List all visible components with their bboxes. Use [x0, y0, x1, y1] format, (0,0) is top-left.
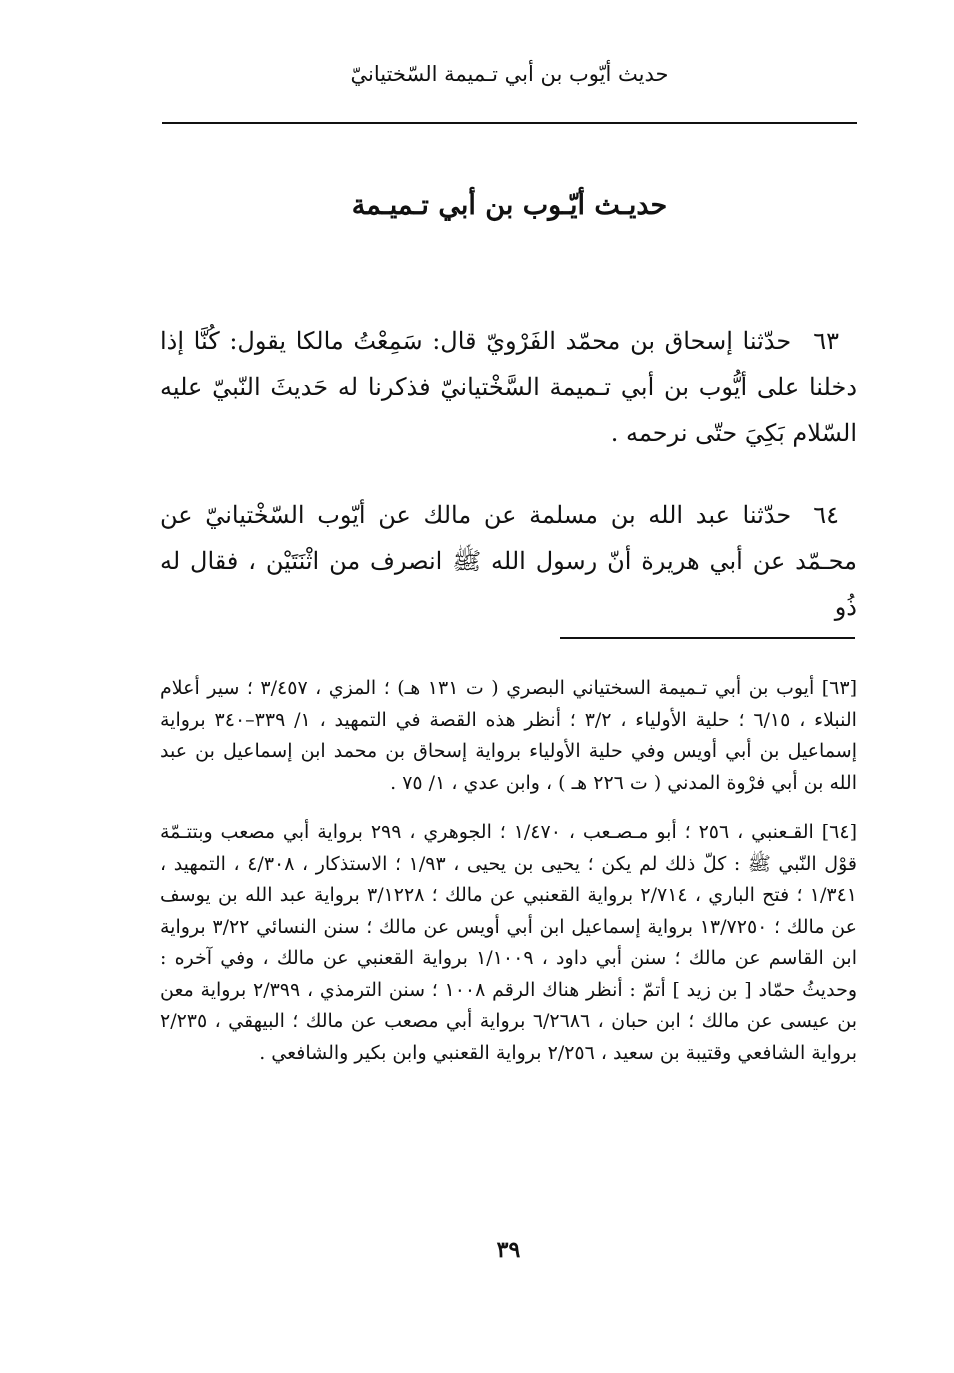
- chapter-title: حديـث أيّـوب بن أبي تـميـمة: [351, 190, 668, 221]
- running-header: حديث أيّوب بن أبي تـميمة السّختيانيّ: [350, 62, 669, 86]
- footnote-63: [160, 673, 857, 799]
- footnote-text: أيوب بن أبي تـميمة السختياني البصري ( ت ١٣١ هـ) ؛ المزي ، ٣/٤٥٧ ؛ سير أعلام النبلاء ، ٦/١٥ ؛ حلية الأولياء ، ٣/٢ ؛ أنظر هذه القصة في التمهيد ، ١/ ٣٣٩–٣٤٠ برواية إسماعيل بن أبي أويس وفي حلية الأولياء برواية إسحاق بن محمد ابن إسماعيل بن عبد الله بن أبي فرْوة المدني ( ت ٢٢٦ هـ ) ، وابن عدي ، ١/ ٧٥ .: [160, 677, 857, 794]
- footnotes: [160, 673, 857, 1069]
- hadith-number: ٦٤: [813, 501, 839, 529]
- header-rule: [162, 122, 857, 124]
- footnote-ref: [٦٤]: [821, 821, 857, 843]
- hadith-63: [160, 318, 857, 456]
- footnote-rule: [560, 637, 855, 639]
- main-text: [160, 318, 857, 630]
- hadith-text: حدّثنا إسحاق بن محمّد الفَرْويّ قال: سَمِعْتُ مالكا يقول: كُنَّا إذا دخلنا على أيُّوب بن أبي تـميمة السَّخْتيانيّ فذكرنا له حَديثَ النّبيّ عليه السّلام بَكِيَ حتّى نرحمه .: [160, 327, 857, 447]
- footnote-64: [160, 817, 857, 1069]
- hadith-64: [160, 492, 857, 630]
- hadith-text: حدّثنا عبد الله بن مسلمة عن مالك عن أيّوب السّخْتيانيّ عن محـمّد عن أبي هريرة أنّ رسول الله ﷺ انصرف من اثْنَتَيْن ، فقال له ذُو: [160, 501, 857, 621]
- page-number: ٣٩: [496, 1237, 521, 1263]
- hadith-number: ٦٣: [813, 327, 839, 355]
- footnote-text: القـعنبي ، ٢٥٦ ؛ أبو مـصـعب ، ١/٤٧٠ ؛ الجوهري ، ٢٩٩ برواية أبي مصعب وبتتـمّة قوْل النّبي ﷺ : كلّ ذلك لم يكن ؛ يحيى بن يحيى ، ١/٩٣ ؛ الاستذكار ، ٤/٣٠٨ ، التمهيد ، ١/٣٤١ ؛ فتح الباري ، ٢/٧١٤ برواية القعنبي عن مالك ؛ ٣/١٢٢٨ برواية عبد الله بن يوسف عن مالك ؛ ١٣/٧٢٥٠ برواية إسماعيل ابن أبي أويس عن مالك ؛ سنن النسائي ٣/٢٢ برواية ابن القاسم عن مالك ؛ سنن أبي داود ، ١/١٠٠٩ برواية القعنبي عن مالك ، وفي آخره : وحديثُ حمّاد [ بن زيد ] أتمّ : أنظر هناك الرقم ١٠٠٨ ؛ سنن الترمذي ، ٢/٣٩٩ برواية معن بن عيسى عن مالك ؛ ابن حبان ، ٦/٢٦٨٦ برواية أبي مصعب عن مالك ؛ البيهقي ، ٢/٢٣٥ برواية الشافعي وقتيبة بن سعيد ، ٢/٢٥٦ برواية القعنبي وابن بكير والشافعي .: [160, 821, 858, 1064]
- footnote-ref: [٦٣]: [821, 677, 858, 699]
